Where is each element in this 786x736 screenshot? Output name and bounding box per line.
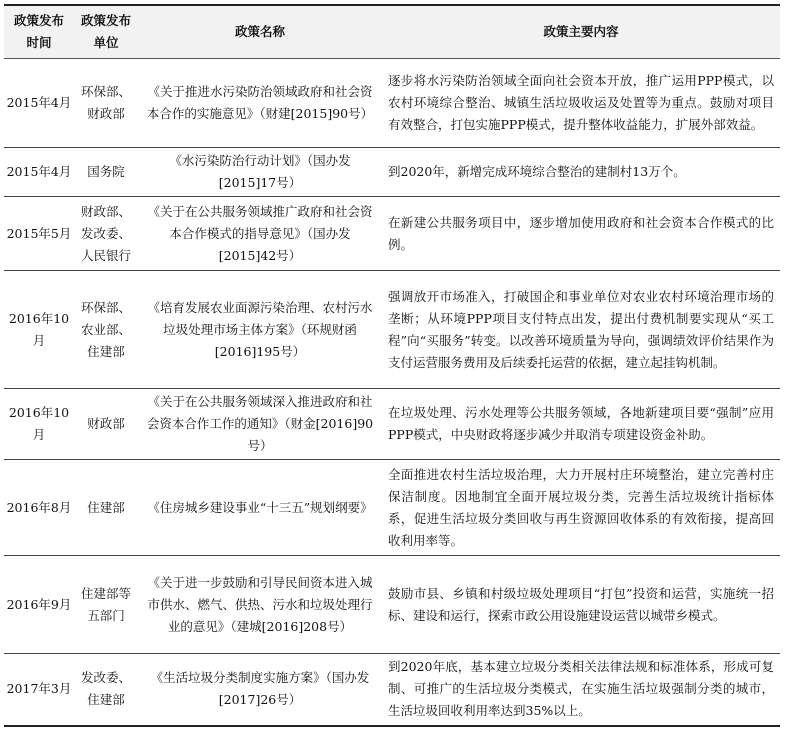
cell-unit: 环保部、财政部: [74, 59, 138, 148]
cell-date: 2017年3月: [4, 654, 74, 726]
cell-policy-name: 《生活垃圾分类制度实施方案》（国办发[2017]26号）: [138, 654, 382, 726]
cell-policy-name: 《关于在公共服务领域深入推进政府和社会资本合作工作的通知》（财金[2016]90号）: [138, 389, 382, 460]
table-row: [4, 59, 780, 148]
cell-content: 逐步将水污染防治领域全面向社会资本开放，推广运用PPP模式，以农村环境综合整治、城镇生活垃圾收运及处置等为重点。鼓励对项目有效整合，打包实施PPP模式，提升整体收益能力，扩展外部效益。: [382, 59, 780, 148]
cell-content: 强调放开市场准入，打破国企和事业单位对农业农村环境治理市场的垄断；从环境PPP项目支付特点出发，提出付费机制要实现从“买工程”向“买服务”转变。以改善环境质量为导向，强调绩效评价结果作为支付运营服务费用及后续委托运营的依据，建立起挂钩机制。: [382, 271, 780, 389]
cell-content: 到2020年底，基本建立垃圾分类相关法律法规和标准体系，形成可复制、可推广的生活垃圾分类模式，在实施生活垃圾强制分类的城市，生活垃圾回收利用率达到35%以上。: [382, 654, 780, 726]
cell-policy-name: 《关于在公共服务领域推广政府和社会资本合作模式的指导意见》（国办发[2015]42号）: [138, 197, 382, 271]
cell-unit: 住建部: [74, 460, 138, 556]
cell-content: 在新建公共服务项目中，逐步增加使用政府和社会资本合作模式的比例。: [382, 197, 780, 271]
cell-date: 2015年4月: [4, 148, 74, 197]
table-row: [4, 271, 780, 389]
cell-unit: 发改委、住建部: [74, 654, 138, 726]
cell-policy-name: 《关于推进水污染防治领域政府和社会资本合作的实施意见》（财建[2015]90号）: [138, 59, 382, 148]
policy-table: [4, 4, 780, 727]
cell-policy-name: 《住房城乡建设事业“十三五”规划纲要》: [138, 460, 382, 556]
header-name: 政策名称: [138, 5, 382, 59]
header-content: 政策主要内容: [382, 5, 780, 59]
table-body: [4, 59, 780, 726]
cell-content: 在垃圾处理、污水处理等公共服务领域，各地新建项目要“强制”应用PPP模式，中央财政将逐步减少并取消专项建设资金补助。: [382, 389, 780, 460]
header-row: [4, 5, 780, 59]
cell-date: 2015年4月: [4, 59, 74, 148]
cell-policy-name: 《水污染防治行动计划》（国办发[2015]17号）: [138, 148, 382, 197]
table-row: [4, 148, 780, 197]
header-date: 政策发布时间: [4, 5, 74, 59]
cell-content: 到2020年，新增完成环境综合整治的建制村13万个。: [382, 148, 780, 197]
table-row: [4, 460, 780, 556]
cell-policy-name: 《培育发展农业面源污染治理、农村污水垃圾处理市场主体方案》（环规财函[2016]195号）: [138, 271, 382, 389]
cell-date: 2015年5月: [4, 197, 74, 271]
cell-date: 2016年9月: [4, 556, 74, 654]
cell-content: 全面推进农村生活垃圾治理，大力开展村庄环境整治，建立完善村庄保洁制度。因地制宜全面开展垃圾分类，完善生活垃圾统计指标体系，促进生活垃圾分类回收与再生资源回收体系的有效衔接，提高回收利用率等。: [382, 460, 780, 556]
table-header: [4, 5, 780, 59]
cell-unit: 环保部、农业部、住建部: [74, 271, 138, 389]
header-unit: 政策发布单位: [74, 5, 138, 59]
table-row: [4, 556, 780, 654]
cell-date: 2016年10月: [4, 389, 74, 460]
cell-unit: 国务院: [74, 148, 138, 197]
cell-unit: 住建部等五部门: [74, 556, 138, 654]
cell-policy-name: 《关于进一步鼓励和引导民间资本进入城市供水、燃气、供热、污水和垃圾处理行业的意见》（建城[2016]208号）: [138, 556, 382, 654]
table-row: [4, 197, 780, 271]
table-row: [4, 389, 780, 460]
cell-date: 2016年10月: [4, 271, 74, 389]
cell-unit: 财政部: [74, 389, 138, 460]
cell-unit: 财政部、发改委、人民银行: [74, 197, 138, 271]
table-row: [4, 654, 780, 726]
cell-date: 2016年8月: [4, 460, 74, 556]
cell-content: 鼓励市县、乡镇和村级垃圾处理项目“打包”投资和运营，实施统一招标、建设和运行，探索市政公用设施建设运营以城带乡模式。: [382, 556, 780, 654]
